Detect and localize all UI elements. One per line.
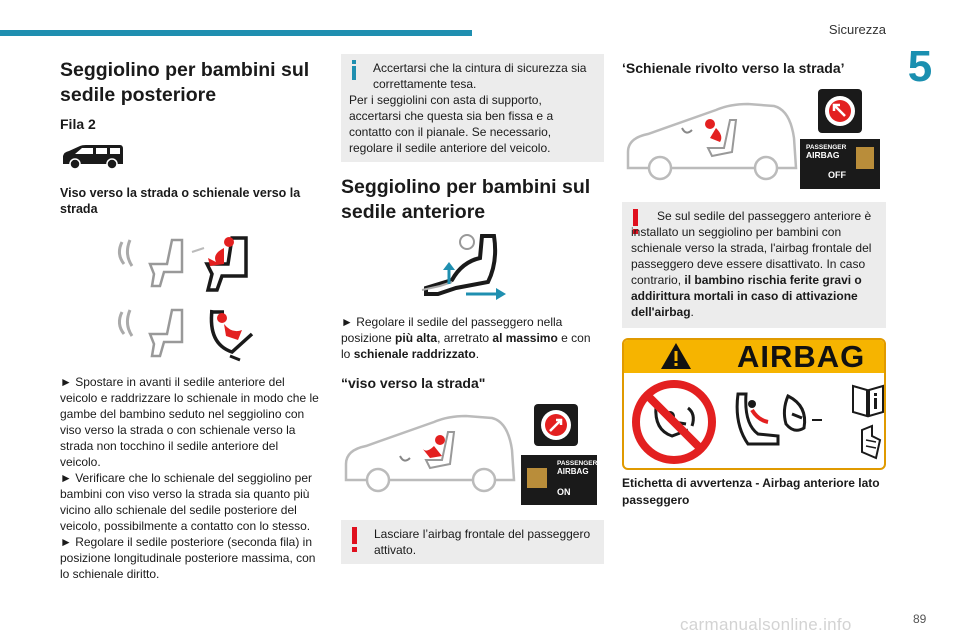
info-line-belt: Accertarsi che la cintura di sicurezza sia correttamente tesa. xyxy=(373,61,587,91)
paragraph-adjust-passenger-seat: ► Regolare il sedile del passeggero nella posizione più alta, arretrato al massimo e con lo schienale raddrizzato. xyxy=(341,315,591,361)
chapter-number: 5 xyxy=(907,42,933,91)
warning-text-disable-airbag: Se sul sedile del passeggero anteriore è installato un seggiolino per bambini con schienale verso la strada, l'airbag frontale del passeggero deve essere disattivato. In caso contrario, il bambino rischia ferite gravi o addirittura mortali in caso di attivazione dell'airbag. xyxy=(631,209,872,319)
no-rear-facing-seat-icon xyxy=(632,380,716,464)
paragraph-check-backrest: ► Verificare che lo schienale del seggiolino per bambini con viso verso la strada sia quanto più vicino allo schienale del sedile posteriore del veicolo, possibilmente a contatto con lo stesso. xyxy=(60,471,313,533)
airbag-off-label: OFF xyxy=(828,170,846,180)
section-title: Sicurezza xyxy=(828,22,886,37)
rear-seat-title: Seggiolino per bambini sul sedile posteriore xyxy=(60,59,310,106)
airbag-label-header xyxy=(624,340,884,373)
front-seat-title: Seggiolino per bambini sul sedile anteriore xyxy=(341,176,591,223)
airbag-warning-label xyxy=(622,338,886,470)
label-caption: Etichetta di avvertenza - Airbag anteriore lato passeggero xyxy=(622,476,880,507)
passenger-airbag-on-panel: PASSENGER AIRBAG ON xyxy=(521,455,597,505)
airbag-status-icon xyxy=(527,468,547,488)
info-line-support-leg: Per i seggiolini con asta di supporto, accertarsi che questa sia ben fissa e a contatto con il pianale. Se necessario, regolare il sedile anteriore del veicolo. xyxy=(349,93,554,155)
paragraph-adjust-rear-seat: ► Regolare il sedile posteriore (seconda fila) in posizione longitudinale posteriore massima, con lo schienale diritto. xyxy=(60,535,316,581)
forward-facing-seat-diagram xyxy=(112,234,262,294)
info-box xyxy=(341,54,604,162)
airbag-on-label: ON xyxy=(557,487,571,497)
airbag-switch-off-icon xyxy=(818,89,862,133)
airbag-switch-on-icon xyxy=(534,404,578,446)
passenger-airbag-off-panel: PASSENGER AIRBAG OFF xyxy=(800,139,880,189)
rear-facing-seat-diagram xyxy=(112,304,262,364)
car-rear-facing-diagram xyxy=(624,92,800,182)
car-forward-facing-diagram xyxy=(342,402,518,494)
page-number: 89 xyxy=(913,612,927,626)
read-manual-icon xyxy=(850,382,886,466)
row-2-subtitle: Fila 2 xyxy=(60,116,96,132)
paragraph-move-front-seat: ► Spostare in avanti il sedile anteriore del veicolo e raddrizzare lo schienale in modo che le gambe del bambino seduto nel seggiolino con viso verso la strada o con schienale verso la strada non tocchino il sedile anteriore del veicolo. xyxy=(60,375,319,469)
front-seat-adjust-diagram xyxy=(412,232,510,304)
warning-box-disable-airbag xyxy=(622,202,886,328)
warning-exclamation-icon xyxy=(351,527,359,553)
warning-text-keep-airbag-on: Lasciare l’airbag frontale del passeggero attivato. xyxy=(374,527,591,557)
warning-box-keep-airbag-on xyxy=(341,520,604,564)
warning-triangle-icon xyxy=(660,342,692,370)
airbag-deploy-icon xyxy=(728,384,826,460)
airbag-label-title: AIRBAG xyxy=(737,339,866,374)
van-icon xyxy=(60,142,126,172)
orientation-heading: Viso verso la strada o schienale verso la strada xyxy=(60,186,301,216)
forward-facing-subtitle: “viso verso la strada" xyxy=(341,375,486,391)
airbag-status-icon-off xyxy=(856,147,874,169)
rear-facing-subtitle: ‘Schienale rivolto verso la strada’ xyxy=(622,60,845,76)
header-accent-bar xyxy=(0,30,472,36)
watermark-text: carmanualsonline.info xyxy=(680,615,852,634)
